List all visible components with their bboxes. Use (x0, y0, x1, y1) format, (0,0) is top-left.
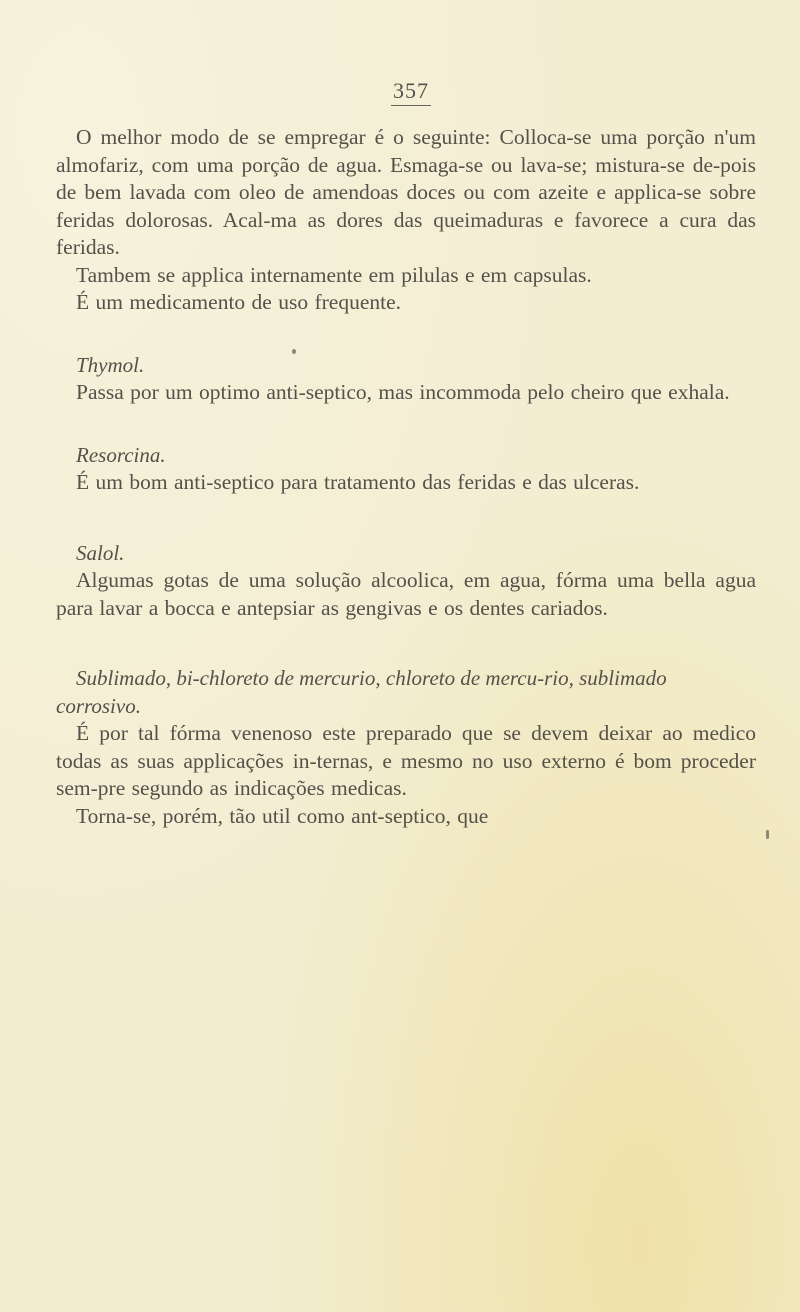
paragraph-salol: Algumas gotas de uma solução alcoolica, em agua, fórma uma bella agua para lavar a bocca e antepsiar as gengivas e os dentes cariados. (56, 568, 756, 620)
document-page (56, 78, 756, 830)
section-gap (56, 622, 756, 665)
paragraph-torna-se: Torna-se, porém, tão util como ant-septico, que (76, 803, 489, 828)
paragraph-thymol: Passa por um optimo anti-septico, mas incommoda pelo cheiro que exhala. (76, 380, 730, 404)
heading-resorcina: Resorcina. (76, 442, 166, 467)
paragraph-resorcina: É um bom anti-septico para tratamento das feridas e das ulceras. (76, 470, 640, 494)
heading-salol: Salol. (76, 540, 125, 565)
paragraph-internal-use: Tambem se applica internamente em pilulas e em capsulas. (76, 262, 592, 287)
paragraph-usage: O melhor modo de se empregar é o seguinte: Colloca-se uma porção n'um almofariz, com uma porção de agua. Esmaga-se ou lava-se; mistura-se de-pois de bem lavada com oleo de amendoas doces ou com azeite e applica-se sobre feridas dolorosas. Acal-ma as dores das queimaduras e favorece a cura das feridas. (56, 125, 756, 259)
heading-sublimado: Sublimado, bi-chloreto de mercurio, chloreto de mercu-rio, sublimado corrosivo. (56, 666, 667, 718)
section-gap (56, 497, 756, 540)
section-gap (56, 407, 756, 442)
section-gap (56, 317, 756, 352)
heading-thymol: Thymol. (76, 352, 145, 377)
paragraph-frequent: É um medicamento de uso frequente. (76, 290, 402, 314)
paper-speck (766, 830, 769, 839)
page-number: 357 (56, 78, 756, 106)
paper-speck (292, 349, 296, 354)
paragraph-sublimado: É por tal fórma venenoso este preparado que se devem deixar ao medico todas as suas applicações in-ternas, e mesmo no uso externo é bom proceder sem-pre segundo as indicações medicas. (56, 721, 756, 800)
